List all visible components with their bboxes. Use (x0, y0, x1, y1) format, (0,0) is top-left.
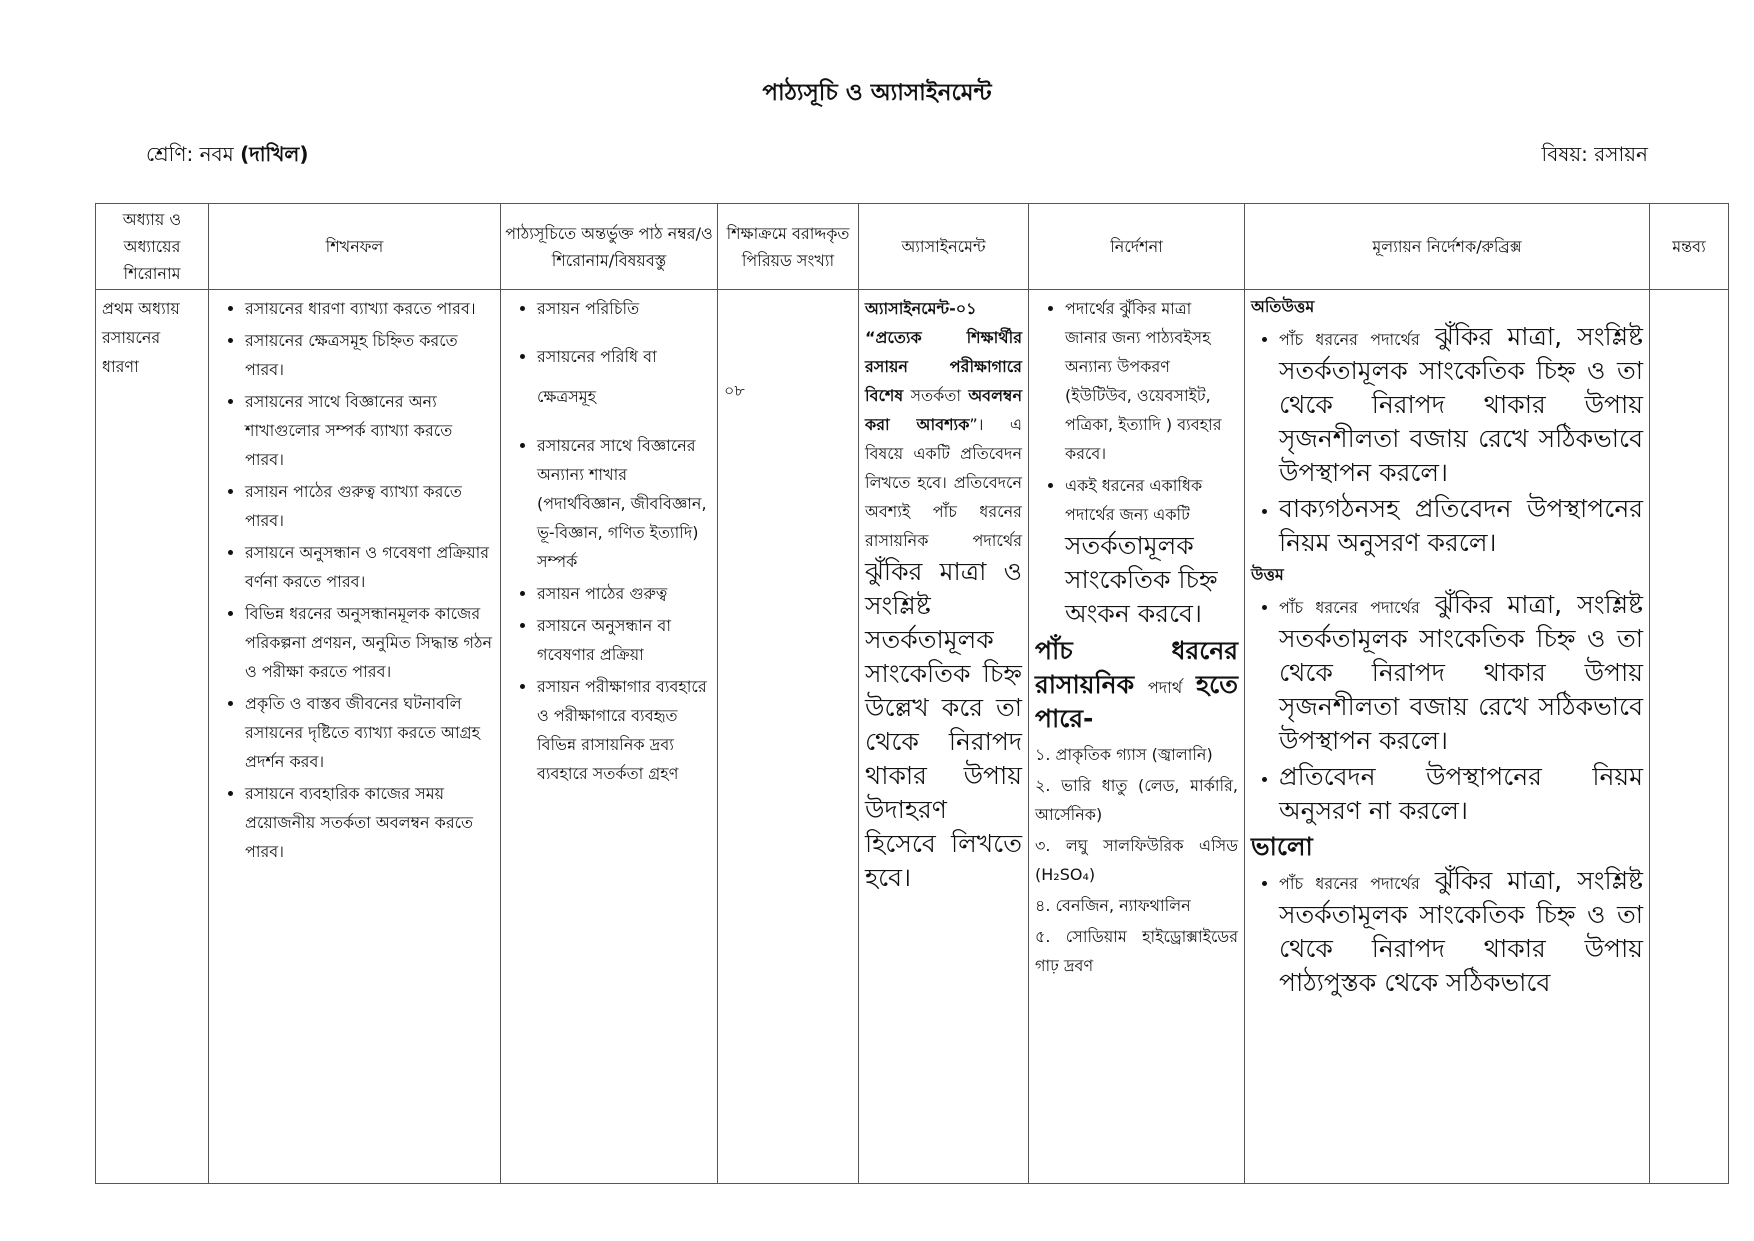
list-item: • বিভিন্ন ধরনের অনুসন্ধানমূলক কাজের পরিকল্পনা প্রণয়ন, অনুমিত সিদ্ধান্ত গঠন ও পরীক্ষা করতে পারব। (245, 599, 494, 686)
class-label (146, 140, 308, 173)
list-item: ১. প্রাকৃতিক গ্যাস (জ্বালানি) (1035, 745, 1213, 764)
list-item: • রসায়ন পাঠের গুরুত্ব ব্যাখ্যা করতে পারব। (245, 477, 494, 535)
instruction-text-large: সতর্কতামূলক সাংকেতিক চিহ্ন অংকন করবে। (1065, 531, 1218, 628)
list-item: • রসায়নের ধারণা ব্যাখ্যা করতে পারব। (245, 294, 494, 323)
subject-label: বিষয়: রসায়ন (1541, 142, 1648, 166)
assignment-text: ”। এ বিষয়ে একটি প্রতিবেদন লিখতে হবে। প্রতিবেদনে অবশ্যই পাঁচ ধরনের রাসায়নিক পদার্থের (865, 415, 1022, 550)
list-item: • রসায়নে অনুসন্ধান বা গবেষণার প্রক্রিয়া (537, 611, 711, 669)
list-item: • রসায়ন পরীক্ষাগার ব্যবহারে ও পরীক্ষাগারে ব্যবহৃত বিভিন্ন রাসায়নিক দ্রব্য ব্যবহারে সতর্কতা গ্রহণ (537, 672, 711, 788)
syllabus-table (95, 203, 1729, 1184)
assignment-quote-rest: সতর্কতা (903, 386, 969, 405)
rubric-fair-label: ভালো (1251, 832, 1313, 861)
rubric-good-list (1251, 588, 1643, 828)
assignment-cell (859, 290, 1029, 1184)
list-item: • রসায়নের পরিধি বা ক্ষেত্রসমূহ (537, 337, 711, 417)
rubric-text-large: প্রতিবেদন উপস্থাপনের নিয়ম অনুসরণ না করলে। (1279, 762, 1643, 825)
col-header-rubric: মূল্যায়ন নির্দেশক/রুব্রিক্স (1245, 204, 1650, 290)
list-item: • রসায়নে অনুসন্ধান ও গবেষণা প্রক্রিয়ার বর্ণনা করতে পারব। (245, 538, 494, 596)
rubric-text-large: ঝুঁকির মাত্রা, সংশ্লিষ্ট সতর্কতামূলক সাংকেতিক চিহ্ন ও তা থেকে নিরাপদ থাকার উপায় সৃজনশীলতা বজায় রেখে সঠিকভাবে উপস্থাপন করলে। (1279, 590, 1643, 755)
list-item: • প্রকৃতি ও বাস্তব জীবনের ঘটনাবলি রসায়নের দৃষ্টিতে ব্যাখ্যা করতে আগ্রহ প্রদর্শন করব। (245, 689, 494, 776)
col-header-chapter: অধ্যায় ও অধ্যায়ের শিরোনাম (96, 204, 209, 290)
col-header-lessons: পাঠ্যসূচিতে অন্তর্ভুক্ত পাঠ নম্বর/ও শিরোনাম/বিষয়বস্তু (501, 204, 718, 290)
instruction-text: একই ধরনের একাধিক পদার্থের জন্য একটি (1065, 476, 1203, 524)
rubric-text: পাঁচ ধরনের পদার্থের (1279, 330, 1420, 349)
rubric-good-label: উত্তম (1251, 565, 1284, 584)
col-header-remarks: মন্তব্য (1650, 204, 1729, 290)
assignment-body (865, 323, 1022, 895)
rubric-text: পাঁচ ধরনের পদার্থের (1279, 874, 1420, 893)
chapter-cell (96, 290, 209, 1184)
list-item (1279, 760, 1643, 828)
list-item: • পদার্থের ঝুঁকির মাত্রা জানার জন্য পাঠ্যবইসহ অন্যান্য উপকরণ (ইউটিউব, ওয়েবসাইট, পত্রিকা, ইত্যাদি ) ব্যবহার করবে। (1065, 294, 1238, 468)
assignment-title: অ্যাসাইনমেন্ট-০১ (865, 299, 977, 318)
chemical-intro-bold2: হতে পারে- (1035, 670, 1238, 733)
instructions-list (1035, 294, 1238, 631)
col-header-periods: শিক্ষাক্রমে বরাদ্দকৃত পিরিয়ড সংখ্যা (718, 204, 859, 290)
list-item: • রসায়নে ব্যবহারিক কাজের সময় প্রয়োজনীয় সতর্কতা অবলম্বন করতে পারব। (245, 779, 494, 866)
outcomes-cell (209, 290, 501, 1184)
class-value: (দাখিল) (240, 142, 309, 166)
rubric-text-large: ঝুঁকির মাত্রা, সংশ্লিষ্ট সতর্কতামূলক সাংকেতিক চিহ্ন ও তা থেকে নিরাপদ থাকার উপায় সৃজনশীলতা বজায় রেখে সঠিকভাবে উপস্থাপন করলে। (1279, 322, 1643, 487)
list-item: • রসায়ন পরিচিতি (537, 294, 711, 323)
rubric-cell (1245, 290, 1650, 1184)
rubric-text-large: ঝুঁকির মাত্রা, সংশ্লিষ্ট সতর্কতামূলক সাংকেতিক চিহ্ন ও তা থেকে নিরাপদ থাকার উপায় পাঠ্যপুস্তক থেকে সঠিকভাবে (1279, 866, 1643, 997)
chemical-intro-bold: পাঁচ ধরনের রাসায়নিক (1035, 636, 1238, 699)
assignment-text-large: ঝুঁকির মাত্রা ও সংশ্লিষ্ট সতর্কতামূলক সাংকেতিক চিহ্ন উল্লেখ করে তা থেকে নিরাপদ থাকার উপায় উদাহরণ হিসেবে লিখতে হবে। (865, 557, 1022, 892)
list-item: • রসায়নের সাথে বিজ্ঞানের অন্য শাখাগুলোর সম্পর্ক ব্যাখ্যা করতে পারব। (245, 387, 494, 474)
rubric-excellent-label: অতিউত্তম (1251, 297, 1315, 316)
list-item: • রসায়ন পাঠের গুরুত্ব (537, 579, 711, 608)
chemical-intro (1035, 634, 1238, 736)
class-text: শ্রেণি: নবম (146, 142, 234, 166)
table-header-row (96, 204, 1729, 290)
chemical-intro-small: পদার্থ (1134, 678, 1197, 697)
chemicals-list (1035, 740, 1238, 980)
list-item (1279, 588, 1643, 758)
assignment-quote-bold: অবলম্বন করা আবশ্যক (865, 386, 1022, 434)
col-header-outcomes: শিখনফল (209, 204, 501, 290)
list-item (1065, 471, 1238, 631)
instructions-cell (1029, 290, 1245, 1184)
list-item: ২. ভারি ধাতু (লেড, মার্কারি, আর্সেনিক) (1035, 776, 1238, 824)
period-count: ০৮ (724, 381, 745, 400)
table-row (96, 290, 1729, 1184)
page-title: পাঠ্যসূচি ও অ্যাসাইনমেন্ট (762, 80, 992, 106)
list-item (1279, 492, 1643, 560)
rubric-fair-list (1251, 864, 1643, 1000)
lessons-cell (501, 290, 718, 1184)
remarks-cell (1650, 290, 1729, 1184)
col-header-instructions: নির্দেশনা (1029, 204, 1245, 290)
list-item: ৩. লঘু সালফিউরিক এসিড (H₂SO₄) (1035, 836, 1238, 884)
col-header-assignment: অ্যাসাইনমেন্ট (859, 204, 1029, 290)
list-item: • রসায়নের সাথে বিজ্ঞানের অন্যান্য শাখার (পদার্থবিজ্ঞান, জীববিজ্ঞান, ভূ-বিজ্ঞান, গণিত ইত্যাদি) সম্পর্ক (537, 431, 711, 576)
lessons-list (507, 294, 711, 788)
list-item (1279, 864, 1643, 1000)
list-item: • রসায়নের ক্ষেত্রসমূহ চিহ্নিত করতে পারব। (245, 326, 494, 384)
periods-cell (718, 290, 859, 1184)
list-item: ৫. সোডিয়াম হাইড্রোক্সাইডের গাঢ় দ্রবণ (1035, 927, 1238, 975)
rubric-excellent-list (1251, 320, 1643, 560)
list-item (1279, 320, 1643, 490)
chapter-title: প্রথম অধ্যায় রসায়নের ধারণা (102, 299, 180, 376)
outcomes-list (215, 294, 494, 866)
assignment-quote: “প্রত্যেক শিক্ষার্থীর রসায়ন পরীক্ষাগারে বিশেষ (865, 328, 1022, 405)
rubric-text-large: বাক্যগঠনসহ প্রতিবেদন উপস্থাপনের নিয়ম অনুসরণ করলে। (1279, 494, 1643, 557)
rubric-text: পাঁচ ধরনের পদার্থের (1279, 598, 1420, 617)
list-item: ৪. বেনজিন, ন্যাফথালিন (1035, 896, 1191, 915)
